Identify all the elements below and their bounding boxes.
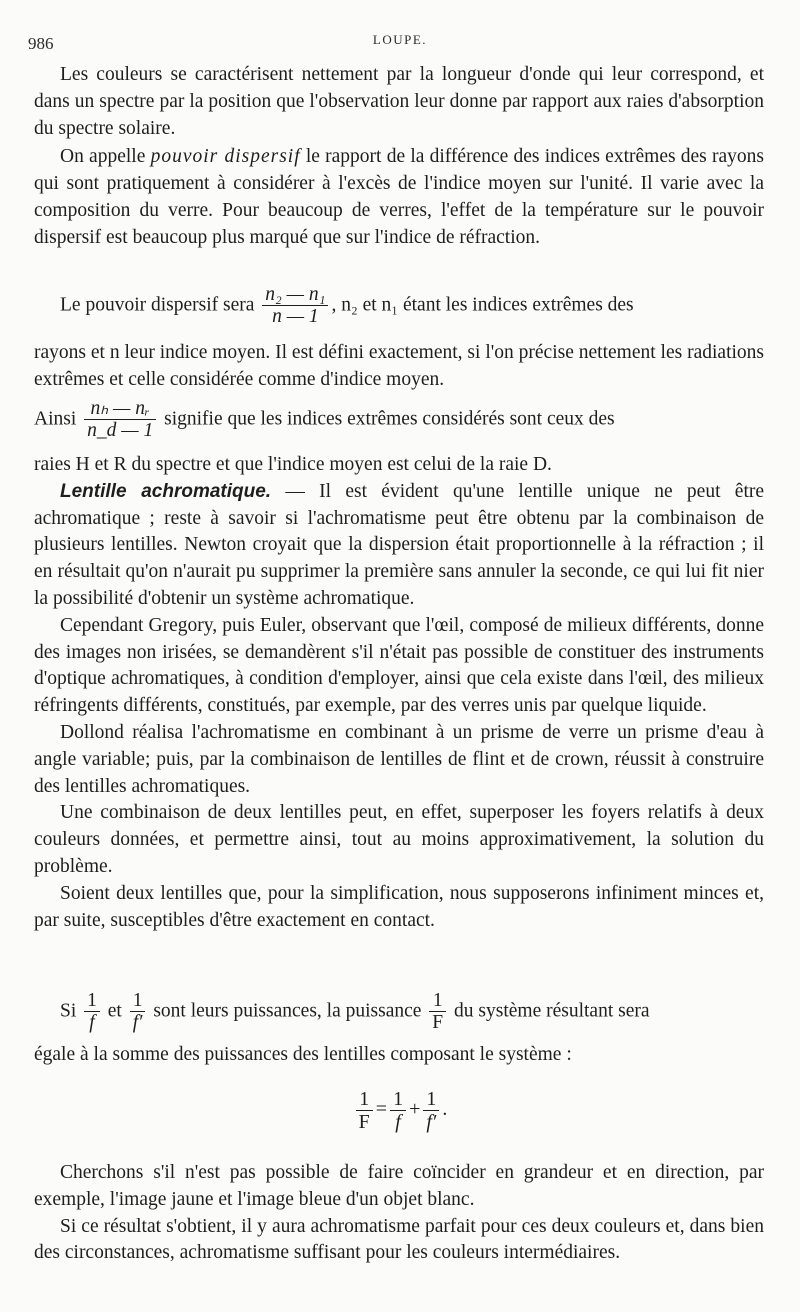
formula-line-dispersif: Le pouvoir dispersif sera $\frac{\text{n₂ — n₁}}{n — 1}$ , n₂ et n₁ étant les indices extrêmes des	[60, 284, 634, 328]
term-pouvoir-dispersif: pouvoir dispersif	[150, 146, 301, 168]
fraction-dispersive-power: $\frac{\text{n₂ — n₁}}{n — 1}$	[262, 284, 328, 328]
running-head: LOUPE.	[372, 32, 428, 47]
page-number: 986	[28, 34, 54, 53]
eq-fraction-1-over-f-prime: $\frac{1}{f'}$	[423, 1088, 439, 1133]
paragraph-gregory-euler: Cependant Gregory, puis Euler, observant que l'œil, composé de milieux différents, donne des images non irisées, se demandèrent s'il n'était pas possible de constituer des instruments d'optique achromatiques, à condition d'employer, ainsi que cela existe dans l'œil, des milieux réfringents différents, constitués, par exemple, par des verres unis par quelque liquide.	[34, 614, 764, 717]
paragraph-soient: Soient deux lentilles que, pour la simplification, nous supposerons infiniment minces et, par suite, susceptibles d'être exactement en contact.	[34, 882, 764, 931]
section-heading: Lentille achromatique.	[60, 480, 272, 502]
eq-fraction-1-over-F: $\frac{1}{F}$	[356, 1088, 373, 1133]
eq-fraction-1-over-f: $\frac{1}{f}$	[390, 1088, 406, 1133]
paragraph-si-ce-resultat: Si ce résultat s'obtient, il y aura achromatisme parfait pour ces deux couleurs et, dans bien des circonstances, achromatisme suffisant pour les couleurs intermédiaires.	[34, 1215, 764, 1264]
text-block-egale	[34, 1042, 764, 1069]
eq-equals: =	[375, 1098, 388, 1121]
eq-period: .	[442, 1098, 448, 1121]
fraction-1-over-F: $\frac{1}{F}$	[429, 990, 446, 1034]
paragraph-raies: raies H et R du spectre et que l'indice moyen est celui de la raie D.	[34, 454, 552, 475]
eq-plus: +	[409, 1098, 421, 1121]
fraction-1-over-f-prime: $\frac{1}{f'}$	[130, 990, 146, 1034]
formula-line-ainsi: Ainsi $\frac{\text{nₕ — nᵣ}}{n\_d — 1}$ signifie que les indices extrêmes considérés sont ceux des	[34, 398, 615, 442]
fraction-ainsi: $\frac{\text{nₕ — nᵣ}}{n\_d — 1}$	[84, 398, 156, 442]
text-block-indices	[34, 340, 764, 394]
fraction-1-over-f: $\frac{1}{f}$	[84, 990, 100, 1034]
formula-line-puissances: Si $\frac{1}{f}$ et $\frac{1}{f'}$ sont leurs puissances, la puissance $\frac{1}{F}$ du système résultant sera	[60, 990, 650, 1034]
text-block-bottom	[34, 1160, 764, 1267]
equation-sum-powers	[0, 1088, 800, 1133]
text-block-top	[34, 62, 764, 252]
paragraph-egale: égale à la somme des puissances des lentilles composant le système :	[34, 1044, 572, 1065]
paragraph-lentille-achromatique: Lentille achromatique. — Il est évident qu'une lentille unique ne peut être achromatique ; reste à savoir si l'achromatisme peut être obtenu par la combinaison de plusieurs lentilles. Newton croyait que la dispersion était proportionnelle à la réfraction ; il en résultait qu'on n'aurait pu supprimer la première sans annuler la seconde, ce qui lui fit nier la possibilité d'obtenir un système achromatique.	[34, 480, 765, 609]
paragraph-pouvoir-dispersif: On appelle pouvoir dispersif le rapport de la différence des indices extrêmes des rayons qui sont pratiquement à considérer à l'excès de l'indice moyen sur l'unité. Il varie avec la composition du verre. Pour beaucoup de verres, l'effet de la température sur le pouvoir dispersif est beaucoup plus marqué que sur l'indice de réfraction.	[34, 146, 764, 248]
paragraph-dollond: Dollond réalisa l'achromatisme en combinant à un prisme de verre un prisme d'eau à angle variable; puis, par la combinaison de lentilles de flint et de crown, réussit à construire des lentilles achromatiques.	[34, 721, 764, 797]
page-header	[0, 30, 800, 54]
paragraph-cherchons: Cherchons s'il n'est pas possible de faire coïncider en grandeur et en direction, par exemple, l'image jaune et l'image bleue d'un objet blanc.	[34, 1162, 764, 1210]
paragraph-combinaison: Une combinaison de deux lentilles peut, en effet, superposer les foyers relatifs à deux couleurs données, et permettre ainsi, tout au moins approximativement, la solution du problème.	[34, 802, 764, 877]
paragraph-colors: Les couleurs se caractérisent nettement par la longueur d'onde qui leur correspond, et dans un spectre par la position que l'observation leur donne par rapport aux raies d'absorption du spectre solaire.	[34, 64, 764, 139]
paragraph-indices: rayons et n leur indice moyen. Il est défini exactement, si l'on précise nettement les radiations extrêmes et celle considérée comme d'indice moyen.	[34, 342, 764, 390]
text-block-main	[34, 452, 764, 934]
